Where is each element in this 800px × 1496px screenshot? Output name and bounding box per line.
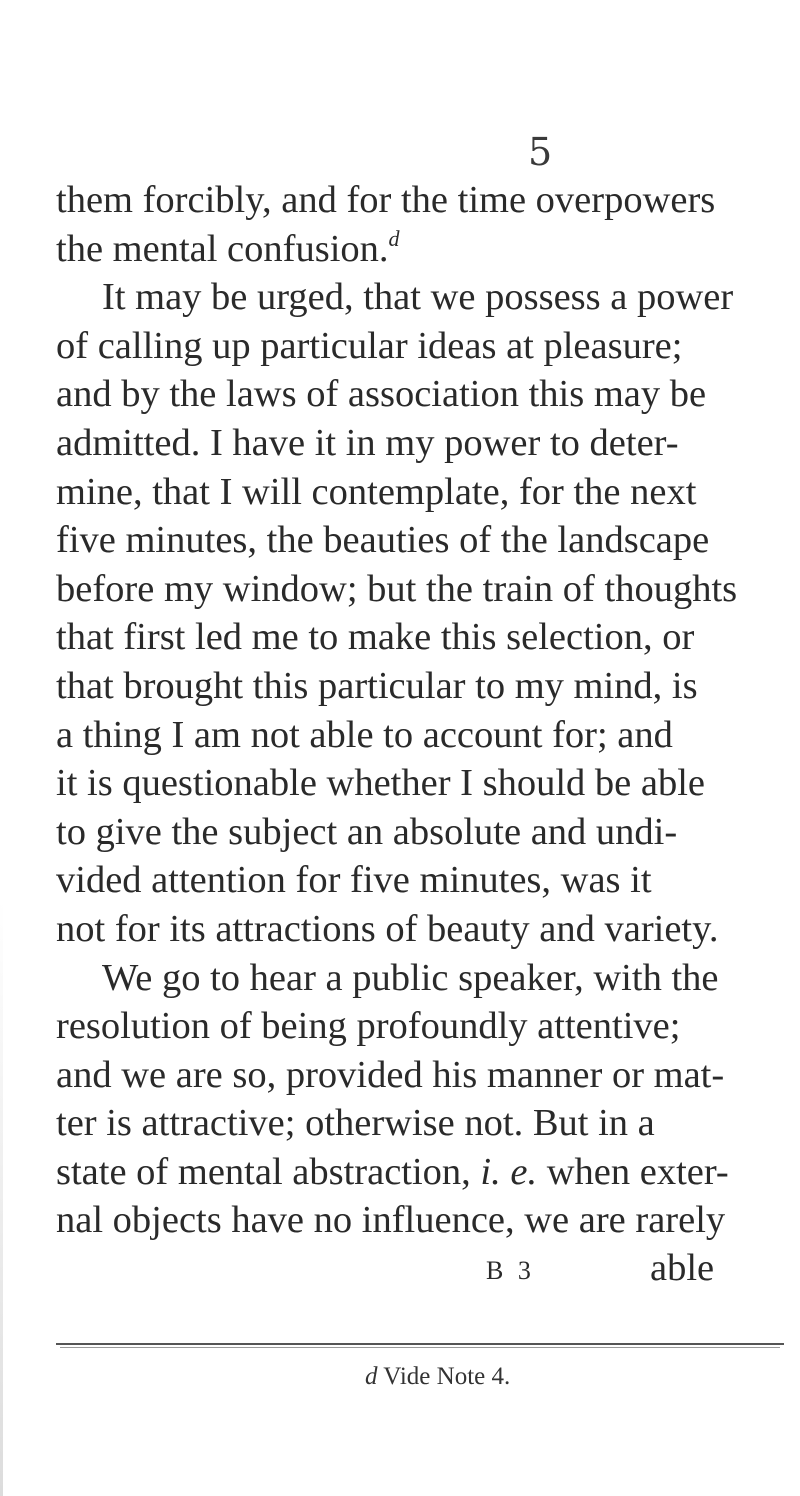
text-line-content: mine, that I will contemplate, for the next [56,470,697,513]
signature-mark: B 3 [486,1256,535,1285]
catchline [0,1246,800,1296]
footnote-mark: d [365,1363,378,1390]
text-line-continuation: when exter- [537,1150,729,1193]
text-line [56,176,796,225]
footnote [365,1363,510,1391]
text-line-content: It may be urged, that we possess a power [102,276,734,319]
footnote-rule [56,1343,784,1345]
text-line [56,516,796,565]
text-line [56,808,796,857]
footnote-text: Vide Note 4. [377,1363,511,1390]
text-line [56,905,796,954]
text-line [56,273,796,322]
italic-abbreviation: i. e. [480,1150,538,1193]
text-line-content: to give the subject an absolute and undi- [56,810,678,853]
text-line [56,225,796,274]
text-line [56,1099,796,1148]
footnote-rule-thin [60,1347,780,1348]
body-text [56,176,796,1245]
text-line-content: and by the laws of association this may be [56,373,707,416]
text-line [56,370,796,419]
text-line-content: them forcibly, and for the time overpowers [56,179,716,221]
text-line-content: state of mental abstraction, [56,1150,481,1193]
catchword: able [650,1247,715,1289]
text-line-content: and we are so, provided his manner or mat- [56,1053,725,1096]
text-line [56,662,796,711]
text-line-content: it is questionable whether I should be able [56,762,705,805]
text-line-content: We go to hear a public speaker, with the [102,956,719,999]
text-line [56,1002,796,1051]
text-line-content: a thing I am not able to account for; and [56,713,673,756]
text-line [56,419,796,468]
text-line [56,468,796,517]
text-line [56,759,796,808]
text-line [56,1196,796,1245]
text-line [56,954,796,1003]
text-line-content: five minutes, the beauties of the landscape [56,519,710,562]
text-line [56,856,796,905]
text-line-content: of calling up particular ideas at pleasure; [56,324,683,367]
text-line-content: not for its attractions of beauty and variety. [56,907,719,950]
text-line-content: before my window; but the train of thoughts [56,567,738,610]
text-line [56,613,796,662]
text-line-content: ter is attractive; otherwise not. But in a [56,1102,655,1145]
text-line [56,1051,796,1100]
text-line-content: that first led me to make this selection, or [56,616,695,659]
page-edge-shadow [0,900,3,1496]
footnote-reference: d [388,225,400,251]
text-line [56,1148,796,1197]
text-line-content: nal objects have no influence, we are rarely [56,1199,726,1242]
text-line-content: that brought this particular to my mind, is [56,664,698,707]
text-line-content: resolution of being profoundly attentive; [56,1005,681,1048]
page-number: 5 [528,130,553,174]
text-line-content: vided attention for five minutes, was it [56,859,652,902]
text-line [56,711,796,760]
text-line [56,565,796,614]
text-line-content: the mental confusion. [56,227,389,270]
text-line-content: admitted. I have it in my power to deter- [56,421,679,464]
text-line [56,322,796,371]
